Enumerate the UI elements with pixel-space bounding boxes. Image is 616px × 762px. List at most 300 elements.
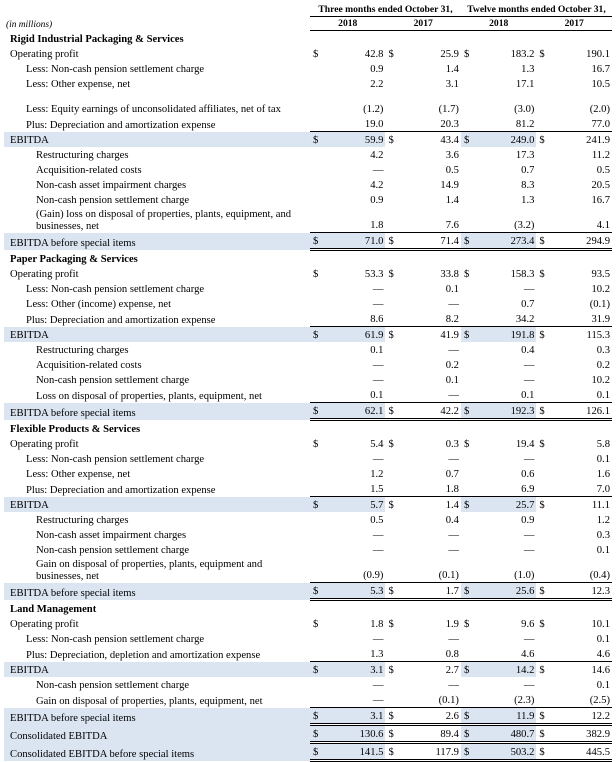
value-cell: 1.4	[445, 64, 459, 75]
currency-symbol	[310, 451, 324, 466]
value-cell: 4.6	[521, 649, 535, 660]
currency-symbol	[310, 631, 324, 646]
currency-symbol	[536, 387, 550, 403]
value-cell: 273.4	[475, 233, 536, 250]
currency-symbol	[461, 466, 475, 481]
value-cell: —	[372, 360, 384, 371]
header-group-row	[4, 2, 612, 17]
currency-symbol	[385, 692, 399, 708]
value-cell: —	[448, 299, 459, 310]
currency-symbol	[536, 372, 550, 387]
currency-symbol	[536, 147, 550, 162]
row-label: Non-cash pension settlement charge	[36, 195, 190, 206]
value-cell: 43.4	[400, 132, 461, 148]
table-row	[4, 436, 612, 451]
row-label: Less: Equity earnings of unconsolidated affiliates, net of tax	[26, 104, 281, 115]
value-cell: 1.2	[370, 469, 384, 480]
total-row	[4, 708, 612, 725]
row-label: Non-cash pension settlement charge	[36, 545, 190, 556]
row-label: Consolidated EBITDA	[4, 725, 310, 743]
value-cell: 53.3	[364, 269, 384, 280]
value-cell: (0.1)	[589, 299, 610, 310]
currency-symbol	[385, 481, 399, 497]
value-cell: 480.7	[475, 725, 536, 743]
currency-symbol	[536, 177, 550, 192]
currency-symbol	[461, 451, 475, 466]
currency-symbol: $	[536, 725, 550, 743]
currency-symbol	[385, 311, 399, 327]
value-cell: 3.6	[445, 150, 459, 161]
currency-symbol: $	[461, 583, 475, 600]
value-cell: 0.7	[521, 299, 535, 310]
row-label: Plus: Depreciation and amortization expense	[26, 484, 216, 496]
row-label: Non-cash pension settlement charge	[36, 375, 190, 386]
value-cell: 20.5	[591, 180, 610, 191]
value-cell: 61.9	[324, 327, 385, 343]
value-cell: 31.9	[591, 314, 610, 325]
value-cell: 126.1	[551, 403, 612, 420]
currency-symbol	[385, 192, 399, 207]
value-cell: 1.7	[400, 583, 461, 600]
row-label: Less: Other expense, net	[26, 79, 131, 90]
value-cell: 1.6	[596, 469, 610, 480]
currency-symbol	[536, 76, 550, 91]
currency-symbol	[461, 512, 475, 527]
value-cell: 0.1	[370, 390, 384, 401]
value-cell: —	[372, 680, 384, 691]
currency-symbol: $	[463, 439, 470, 450]
row-label: Plus: Depreciation and amortization expense	[26, 119, 216, 131]
row-label: Less: Other expense, net	[26, 469, 131, 480]
currency-symbol	[385, 542, 399, 557]
table-row	[4, 372, 612, 387]
ebitda-reconciliation-table	[4, 2, 612, 762]
value-cell: —	[372, 284, 384, 295]
table-row	[4, 311, 612, 327]
value-cell: (2.0)	[589, 104, 610, 115]
currency-symbol	[461, 61, 475, 76]
value-cell: —	[448, 680, 459, 691]
table-row	[4, 342, 612, 357]
value-cell: —	[372, 375, 384, 386]
table-row	[4, 481, 612, 497]
value-cell: 2.2	[370, 79, 384, 90]
currency-symbol	[461, 76, 475, 91]
currency-symbol	[536, 451, 550, 466]
group-header-three-months: Three months ended October 31,	[310, 2, 461, 17]
value-cell: (0.1)	[438, 570, 459, 581]
currency-symbol	[385, 387, 399, 403]
currency-symbol	[385, 372, 399, 387]
currency-symbol	[461, 481, 475, 497]
row-label: Restructuring charges	[36, 150, 129, 161]
value-cell: 16.7	[591, 64, 610, 75]
currency-symbol: $	[310, 233, 324, 250]
value-cell: 0.7	[445, 469, 459, 480]
currency-symbol: $	[539, 269, 545, 280]
currency-symbol	[310, 527, 324, 542]
value-cell: 42.8	[364, 49, 384, 60]
value-cell: 249.0	[475, 132, 536, 148]
value-cell: 12.3	[551, 583, 612, 600]
table-row	[4, 451, 612, 466]
value-cell: 0.8	[445, 649, 459, 660]
value-cell: —	[523, 634, 535, 645]
currency-symbol: $	[536, 233, 550, 250]
value-cell: —	[523, 680, 535, 691]
currency-symbol	[310, 147, 324, 162]
table-row	[4, 557, 612, 583]
value-cell: —	[448, 545, 459, 556]
currency-symbol: $	[461, 662, 475, 678]
currency-symbol: $	[461, 403, 475, 420]
value-cell: 0.1	[596, 545, 610, 556]
currency-symbol	[536, 296, 550, 311]
currency-symbol: $	[463, 49, 470, 60]
currency-symbol	[385, 342, 399, 357]
value-cell: 25.6	[475, 583, 536, 600]
currency-symbol	[310, 177, 324, 192]
year-header: 2018	[310, 17, 385, 31]
row-label: Plus: Depreciation and amortization expense	[26, 314, 216, 326]
subtotal-row	[4, 497, 612, 513]
currency-symbol	[461, 311, 475, 327]
currency-symbol	[385, 451, 399, 466]
currency-symbol: $	[461, 708, 475, 725]
value-cell: 6.9	[521, 484, 535, 495]
value-cell: 0.6	[521, 469, 535, 480]
table-row	[4, 646, 612, 662]
currency-symbol: $	[385, 743, 399, 761]
row-label: Less: Other (income) expense, net	[26, 299, 172, 310]
currency-symbol	[461, 387, 475, 403]
value-cell: —	[448, 390, 459, 401]
value-cell: 1.2	[596, 515, 610, 526]
currency-symbol: $	[536, 743, 550, 761]
section-title: Land Management	[10, 604, 97, 615]
table-row	[4, 46, 612, 61]
value-cell: 10.5	[591, 79, 610, 90]
value-cell: 0.1	[370, 345, 384, 356]
currency-symbol	[310, 192, 324, 207]
currency-symbol: $	[310, 132, 324, 148]
value-cell: 0.3	[596, 345, 610, 356]
currency-symbol	[461, 357, 475, 372]
currency-symbol: $	[461, 743, 475, 761]
value-cell: 4.2	[370, 150, 384, 161]
currency-symbol: $	[536, 662, 550, 678]
value-cell: 158.3	[510, 269, 535, 280]
value-cell: 115.3	[551, 327, 612, 343]
currency-symbol	[310, 342, 324, 357]
group-header-twelve-months: Twelve months ended October 31,	[461, 2, 612, 17]
value-cell: 8.6	[370, 314, 384, 325]
currency-symbol	[385, 147, 399, 162]
currency-symbol	[536, 677, 550, 692]
value-cell: —	[372, 695, 384, 706]
value-cell: 8.3	[521, 180, 535, 191]
value-cell: 1.3	[521, 195, 535, 206]
value-cell: 3.1	[324, 662, 385, 678]
row-label: Plus: Depreciation, depletion and amortization expense	[26, 649, 261, 661]
value-cell: 14.6	[551, 662, 612, 678]
row-label: Operating profit	[10, 269, 79, 280]
table-row	[4, 76, 612, 91]
currency-symbol	[310, 692, 324, 708]
value-cell: 8.2	[445, 314, 459, 325]
value-cell: (1.2)	[363, 104, 384, 115]
row-label: EBITDA before special items	[4, 708, 310, 725]
value-cell: 81.2	[515, 119, 535, 130]
currency-symbol	[536, 311, 550, 327]
currency-symbol	[385, 677, 399, 692]
currency-symbol	[536, 91, 550, 116]
value-cell: 16.7	[591, 195, 610, 206]
section-title: Rigid Industrial Packaging & Services	[10, 34, 184, 45]
value-cell: (2.5)	[589, 695, 610, 706]
value-cell: 11.1	[551, 497, 612, 513]
currency-symbol	[385, 76, 399, 91]
value-cell: 14.2	[475, 662, 536, 678]
currency-symbol	[461, 557, 475, 583]
currency-symbol	[310, 542, 324, 557]
value-cell: 192.3	[475, 403, 536, 420]
value-cell: —	[448, 345, 459, 356]
row-label: EBITDA	[4, 327, 310, 343]
currency-symbol: $	[461, 233, 475, 250]
currency-symbol: $	[388, 439, 394, 450]
currency-symbol	[310, 387, 324, 403]
value-cell: 0.7	[521, 165, 535, 176]
subtotal-row	[4, 132, 612, 148]
value-cell: 0.4	[445, 515, 459, 526]
currency-symbol: $	[385, 725, 399, 743]
currency-symbol	[310, 311, 324, 327]
currency-symbol: $	[310, 708, 324, 725]
currency-symbol	[536, 116, 550, 132]
value-cell: 14.9	[440, 180, 459, 191]
value-cell: 0.3	[445, 439, 459, 450]
value-cell: 2.7	[400, 662, 461, 678]
currency-symbol	[385, 207, 399, 233]
value-cell: 1.4	[445, 195, 459, 206]
currency-symbol	[461, 91, 475, 116]
table-row	[4, 61, 612, 76]
currency-symbol	[310, 481, 324, 497]
value-cell: 77.0	[591, 119, 610, 130]
currency-symbol	[461, 207, 475, 233]
currency-symbol	[310, 281, 324, 296]
value-cell: 0.9	[370, 195, 384, 206]
value-cell: 71.0	[324, 233, 385, 250]
value-cell: 19.4	[515, 439, 535, 450]
value-cell: 20.3	[440, 119, 459, 130]
value-cell: 42.2	[400, 403, 461, 420]
row-label: Less: Non-cash pension settlement charge	[26, 284, 205, 295]
value-cell: 19.0	[364, 119, 384, 130]
currency-symbol: $	[310, 497, 324, 513]
value-cell: 294.9	[551, 233, 612, 250]
row-label: Acquisition-related costs	[36, 165, 142, 176]
table-row	[4, 116, 612, 132]
currency-symbol: $	[310, 327, 324, 343]
value-cell: 10.2	[591, 375, 610, 386]
currency-symbol: $	[461, 497, 475, 513]
currency-symbol	[310, 357, 324, 372]
value-cell: —	[372, 634, 384, 645]
row-label: Gain on disposal of properties, plants, equipment and businesses, net	[36, 558, 263, 582]
currency-symbol	[310, 372, 324, 387]
value-cell: 0.5	[370, 515, 384, 526]
currency-symbol	[536, 646, 550, 662]
value-cell: 7.0	[596, 484, 610, 495]
currency-symbol	[385, 646, 399, 662]
currency-symbol: $	[536, 708, 550, 725]
value-cell: 89.4	[400, 725, 461, 743]
value-cell: 93.5	[591, 269, 610, 280]
value-cell: 1.4	[400, 497, 461, 513]
currency-symbol	[536, 692, 550, 708]
value-cell: 0.1	[521, 390, 535, 401]
currency-symbol	[461, 281, 475, 296]
row-label: Consolidated EBITDA before special items	[4, 743, 310, 761]
value-cell: 34.2	[515, 314, 535, 325]
row-label: Loss on disposal of properties, plants, equipment, net	[36, 390, 262, 402]
value-cell: (0.4)	[589, 570, 610, 581]
currency-symbol	[310, 91, 324, 116]
value-cell: —	[448, 454, 459, 465]
currency-symbol: $	[310, 403, 324, 420]
value-cell: (0.9)	[363, 570, 384, 581]
section-header-row	[4, 600, 612, 617]
currency-symbol: $	[461, 132, 475, 148]
currency-symbol: $	[310, 725, 324, 743]
currency-symbol: $	[313, 269, 319, 280]
value-cell: (3.2)	[514, 220, 535, 231]
currency-symbol: $	[385, 327, 399, 343]
currency-symbol: $	[536, 327, 550, 343]
currency-symbol	[536, 342, 550, 357]
value-cell: 3.1	[445, 79, 459, 90]
total-row	[4, 233, 612, 250]
year-header: 2017	[385, 17, 461, 31]
table-row	[4, 281, 612, 296]
row-label: Restructuring charges	[36, 345, 129, 356]
currency-symbol	[536, 61, 550, 76]
currency-symbol: $	[385, 708, 399, 725]
currency-symbol	[385, 61, 399, 76]
value-cell: 4.6	[596, 649, 610, 660]
units-label: (in millions)	[6, 19, 53, 30]
currency-symbol	[461, 177, 475, 192]
currency-symbol: $	[461, 725, 475, 743]
currency-symbol: $	[539, 49, 545, 60]
value-cell: —	[523, 530, 535, 541]
currency-symbol: $	[388, 49, 394, 60]
section-title: Flexible Products & Services	[10, 424, 141, 435]
table-row	[4, 387, 612, 403]
currency-symbol	[310, 677, 324, 692]
currency-symbol	[385, 91, 399, 116]
value-cell: 7.6	[445, 220, 459, 231]
value-cell: 5.3	[324, 583, 385, 600]
currency-symbol	[385, 281, 399, 296]
value-cell: 183.2	[510, 49, 535, 60]
row-label: Gain on disposal of properties, plants, equipment, net	[36, 695, 263, 707]
value-cell: 1.3	[370, 649, 384, 660]
currency-symbol	[310, 512, 324, 527]
row-label: EBITDA before special items	[4, 403, 310, 420]
value-cell: 0.3	[596, 530, 610, 541]
row-label: Restructuring charges	[36, 515, 129, 526]
financial-table-wrapper	[4, 2, 612, 762]
row-label: Operating profit	[10, 619, 79, 630]
currency-symbol: $	[313, 619, 319, 630]
currency-symbol	[385, 177, 399, 192]
value-cell: —	[448, 530, 459, 541]
row-label: EBITDA before special items	[4, 233, 310, 250]
currency-symbol	[461, 646, 475, 662]
currency-symbol	[385, 631, 399, 646]
value-cell: 191.8	[475, 327, 536, 343]
value-cell: 17.3	[515, 150, 535, 161]
currency-symbol	[310, 466, 324, 481]
value-cell: —	[372, 299, 384, 310]
value-cell: 1.5	[370, 484, 384, 495]
value-cell: —	[523, 360, 535, 371]
value-cell: 71.4	[400, 233, 461, 250]
year-header: 2017	[536, 17, 612, 31]
currency-symbol	[461, 296, 475, 311]
currency-symbol: $	[310, 743, 324, 761]
value-cell: 117.9	[400, 743, 461, 761]
currency-symbol: $	[461, 327, 475, 343]
currency-symbol	[310, 207, 324, 233]
currency-symbol	[536, 162, 550, 177]
row-label: Non-cash pension settlement charge	[36, 680, 190, 691]
currency-symbol	[536, 481, 550, 497]
table-row	[4, 147, 612, 162]
row-label: EBITDA	[4, 662, 310, 678]
row-label: Less: Non-cash pension settlement charge	[26, 64, 205, 75]
table-row	[4, 616, 612, 631]
value-cell: —	[523, 545, 535, 556]
value-cell: 0.2	[445, 360, 459, 371]
currency-symbol: $	[313, 439, 319, 450]
currency-symbol: $	[385, 662, 399, 678]
value-cell: 0.1	[596, 634, 610, 645]
value-cell: 59.9	[324, 132, 385, 148]
value-cell: 9.6	[521, 619, 535, 630]
total-row	[4, 403, 612, 420]
table-row	[4, 542, 612, 557]
currency-symbol: $	[385, 233, 399, 250]
currency-symbol	[385, 527, 399, 542]
value-cell: 10.2	[591, 284, 610, 295]
currency-symbol	[310, 646, 324, 662]
value-cell: 1.8	[445, 484, 459, 495]
value-cell: 1.3	[521, 64, 535, 75]
value-cell: 1.9	[445, 619, 459, 630]
currency-symbol	[385, 512, 399, 527]
value-cell: 1.8	[370, 220, 384, 231]
value-cell: 0.1	[445, 284, 459, 295]
section-header-row	[4, 250, 612, 267]
table-row	[4, 527, 612, 542]
currency-symbol	[310, 557, 324, 583]
value-cell: 5.4	[370, 439, 384, 450]
value-cell: 445.5	[551, 743, 612, 761]
